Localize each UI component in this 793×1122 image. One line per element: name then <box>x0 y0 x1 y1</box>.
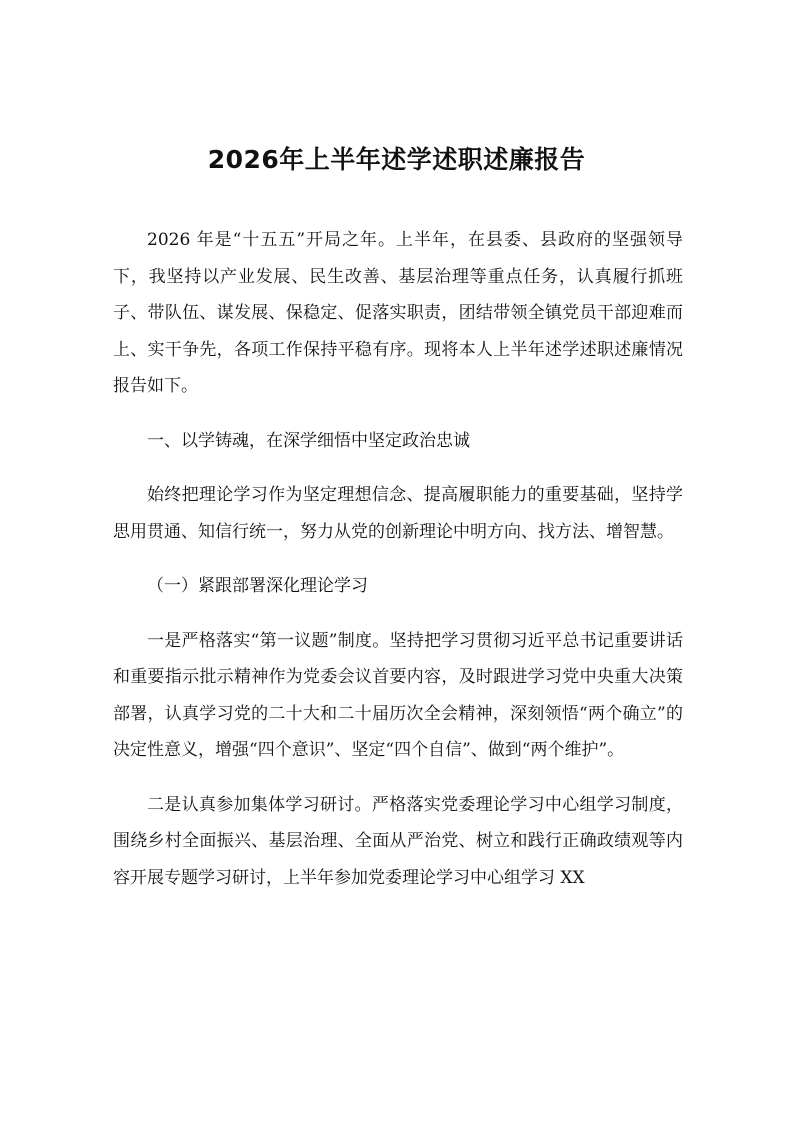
document-title: 2026年上半年述学述职述廉报告 <box>207 145 586 174</box>
document-body <box>113 222 683 914</box>
section-heading-1: 一、以学铸魂，在深学细悟中坚定政治忠诚 <box>147 430 470 451</box>
subsection-1-paragraph-1: 一是严格落实“第一议题”制度。坚持把学习贯彻习近平总书记重要讲话和重要指示批示精神作为党委会议首要内容，及时跟进学习党中央重大决策部署，认真学习党的二十大和二十届历次全会精神，深刻领悟“两个确立”的决定性意义，增强“四个意识”、坚定“四个自信”、做到“两个维护”。 <box>113 630 683 760</box>
subsection-1-paragraph-2: 二是认真参加集体学习研讨。严格落实党委理论学习中心组学习制度，围绕乡村全面振兴、基层治理、全面从严治党、树立和践行正确政绩观等内容开展专题学习研讨，上半年参加党委理论学习中心组学习 XX <box>113 794 683 888</box>
subsection-heading-1: （一）紧跟部署深化理论学习 <box>147 576 368 596</box>
intro-paragraph: 2026 年是“十五五”开局之年。上半年，在县委、县政府的坚强领导下，我坚持以产业发展、民生改善、基层治理等重点任务，认真履行抓班子、带队伍、谋发展、保稳定、促落实职责，团结带领全镇党员干部迎难而上、实干争先，各项工作保持平稳有序。现将本人上半年述学述职述廉情况报告如下。 <box>113 230 683 396</box>
section-1-paragraph: 始终把理论学习作为坚定理想信念、提高履职能力的重要基础，坚持学思用贯通、知信行统一，努力从党的创新理论中明方向、找方法、增智慧。 <box>113 485 683 542</box>
